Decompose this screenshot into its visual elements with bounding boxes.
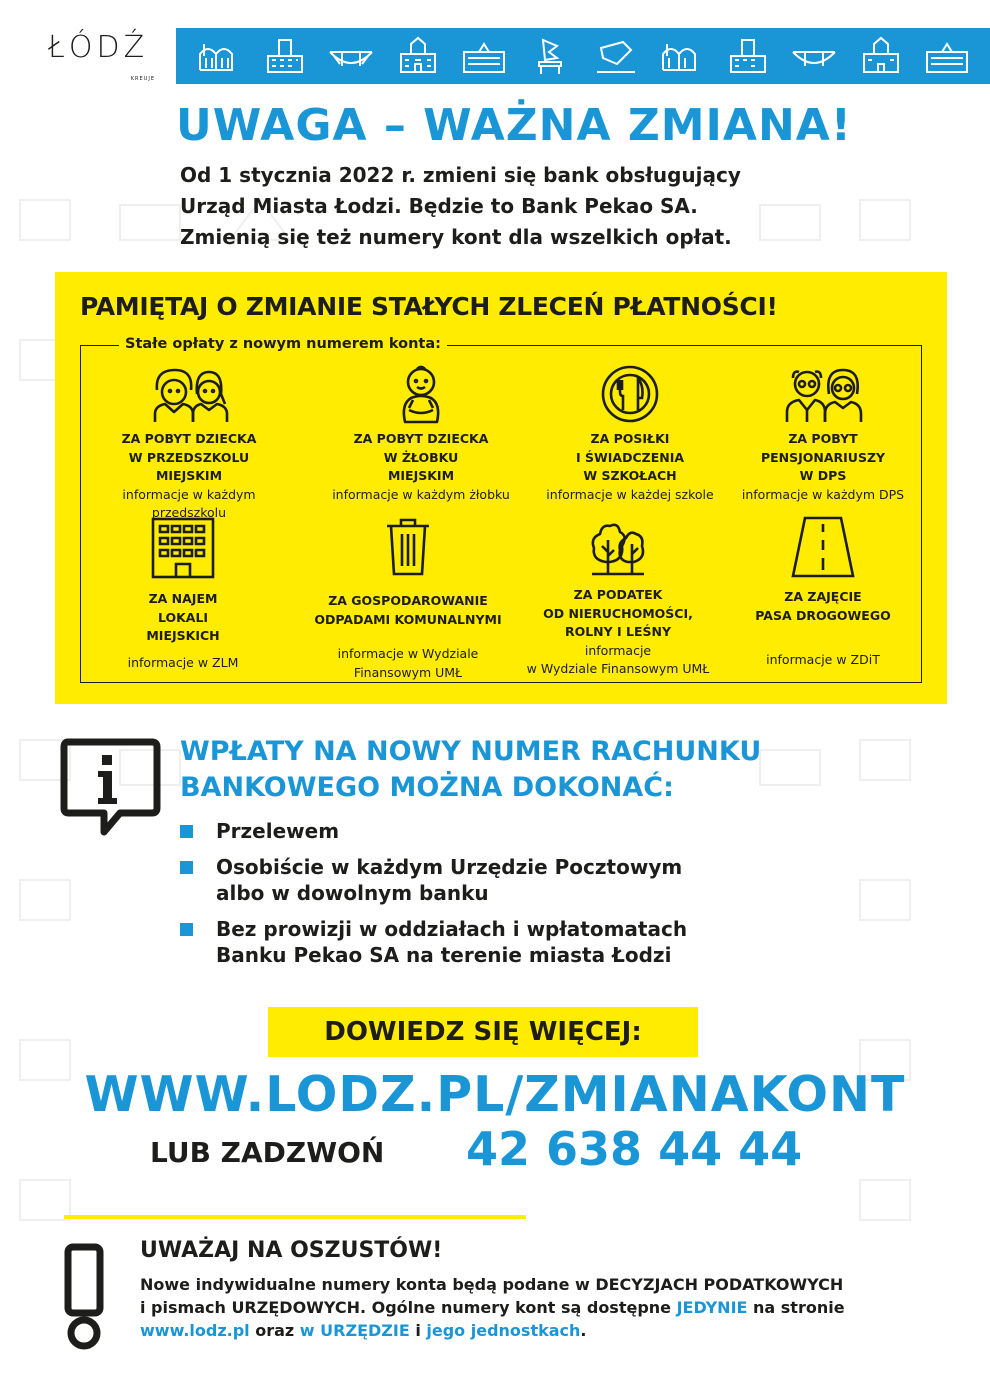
header-banner — [176, 28, 990, 84]
fee-item-title: W SZKOŁACH — [583, 468, 677, 483]
station-landmark-icon — [461, 36, 507, 76]
standing-orders-title: PAMIĘTAJ O ZMIANIE STAŁYCH ZLECEŃ PŁATNOŚCI! — [80, 292, 778, 321]
fraud-warning-text — [140, 1273, 970, 1342]
fee-item-title: W ŻŁOBKU — [383, 449, 459, 465]
fee-item-info: informacje — [584, 642, 652, 658]
payment-methods-list — [180, 818, 687, 978]
website-link[interactable]: WWW.LODZ.PL/ZMIANAKONT — [84, 1066, 906, 1123]
fee-item-title: I ŚWIADCZENIA — [575, 449, 685, 465]
trash-bin-icon — [383, 516, 433, 578]
standing-orders-box — [55, 272, 947, 704]
payment-title-line1: WPŁATY NA NOWY NUMER RACHUNKU — [180, 736, 762, 767]
intro-line2: Urząd Miasta Łodzi. Będzie to Bank Pekao SA. — [180, 194, 698, 218]
list-item-text: Przelewem — [216, 819, 340, 843]
section-divider — [64, 1215, 526, 1219]
payment-methods-title — [180, 734, 940, 806]
intro-date: 1 stycznia 2022 — [218, 163, 395, 187]
list-item-text: Bez prowizji w oddziałach i wpłatomatach — [216, 917, 688, 941]
fee-item-title: ZA NAJEM — [148, 591, 218, 606]
fee-item-nursery — [316, 364, 526, 504]
children-icon — [147, 364, 231, 424]
bridge-landmark-icon — [328, 36, 374, 76]
factory-landmark-icon-2 — [659, 36, 705, 76]
monument-landmark-icon — [527, 36, 573, 76]
list-item — [180, 818, 687, 844]
fee-item-info: Finansowym UMŁ — [353, 664, 463, 680]
station-landmark-icon-2 — [924, 36, 970, 76]
intro-line1-start: Od — [180, 163, 219, 187]
list-item — [180, 916, 687, 968]
list-item-text: Osobiście w każdym Urzędzie Pocztowym — [216, 855, 683, 879]
fraud-text-part: oraz — [249, 1321, 300, 1340]
intro-text — [180, 160, 880, 253]
baby-icon — [391, 364, 451, 424]
tower-landmark-icon-2 — [725, 36, 771, 76]
tower-landmark-icon — [262, 36, 308, 76]
info-speech-bubble-icon — [60, 738, 162, 838]
learn-more-label: DOWIEDZ SIĘ WIĘCEJ: — [268, 1007, 698, 1057]
fee-item-waste-management — [303, 516, 513, 682]
fraud-text-part: i pismach — [140, 1298, 232, 1317]
fee-item-property-tax — [513, 516, 723, 679]
logo-subtext: KREUJE — [130, 76, 155, 82]
fee-item-nursing-home — [718, 364, 928, 504]
fraud-text-emphasis: JEDYNIE — [676, 1298, 748, 1317]
palace-landmark-icon-2 — [858, 36, 904, 76]
fee-item-road-lane — [718, 516, 928, 670]
fee-item-info: informacje w Wydziale — [337, 646, 479, 661]
fee-item-title: ZA POBYT DZIECKA — [121, 431, 257, 446]
fraud-text-part: . — [580, 1321, 587, 1340]
frame-label: Stałe opłaty z nowym numerem konta: — [119, 336, 447, 352]
exclamation-icon — [64, 1243, 104, 1351]
fee-item-info: w Wydziale Finansowym UMŁ — [526, 661, 710, 676]
fee-item-info: informacje w ZDiT — [766, 652, 880, 667]
bridge-landmark-icon-2 — [791, 36, 837, 76]
list-item-text: albo w dowolnym banku — [216, 881, 489, 905]
fraud-text-part: . Ogólne numery kont są dostępne — [359, 1298, 677, 1317]
phone-number[interactable]: 42 638 44 44 — [466, 1122, 803, 1176]
fee-item-school-meals — [525, 364, 735, 504]
fee-item-title: ZA POBYT DZIECKA — [353, 431, 489, 446]
fee-item-title: MIEJSKICH — [146, 628, 220, 643]
fee-item-title: MIEJSKIM — [155, 468, 223, 483]
fraud-warning-title: UWAŻAJ NA OSZUSTÓW! — [140, 1238, 443, 1263]
fee-item-info: informacje w każdym żłobku — [332, 486, 510, 502]
city-logo — [48, 30, 163, 80]
building-icon — [150, 516, 216, 580]
fraud-text-emphasis: jego jednostkach — [426, 1321, 581, 1340]
fraud-text-part: DECYZJACH PODATKOWYCH — [595, 1275, 844, 1294]
fee-item-title: W PRZEDSZKOLU — [128, 449, 250, 465]
fee-item-title: ZA POSIŁKI — [590, 431, 670, 446]
fraud-text-part: na stronie — [747, 1298, 845, 1317]
fee-item-title: ODPADAMI KOMUNALNYMI — [314, 611, 502, 627]
page-title: UWAGA – WAŻNA ZMIANA! — [176, 100, 852, 151]
fraud-text-emphasis: w URZĘDZIE — [299, 1321, 410, 1340]
logo-text: ŁÓDŹ — [48, 30, 149, 65]
fee-item-info: informacje w każdej szkole — [546, 486, 714, 502]
payment-title-line2: BANKOWEGO MOŻNA DOKONAĆ: — [180, 772, 674, 803]
list-item-text: Banku Pekao SA na terenie miasta Łodzi — [216, 943, 672, 967]
fee-item-municipal-housing — [78, 516, 288, 672]
fee-item-title: ZA PODATEK — [573, 587, 663, 602]
meal-icon — [600, 364, 660, 424]
list-item — [180, 854, 687, 906]
fraud-text-part: URZĘDOWYCH — [231, 1298, 360, 1317]
bullet-square-icon — [180, 825, 193, 838]
fee-item-title: MIEJSKIM — [387, 468, 455, 483]
call-label: LUB ZADZWOŃ — [150, 1136, 385, 1169]
fraud-website-link[interactable]: www.lodz.pl — [140, 1321, 250, 1340]
fee-item-title: W DPS — [799, 468, 847, 483]
trees-icon — [588, 516, 648, 578]
sculpture-landmark-icon — [593, 36, 639, 76]
fraud-text-part: i — [409, 1321, 427, 1340]
fee-item-info: informacje w ZLM — [127, 654, 239, 670]
fraud-text-part: Nowe indywidualne numery konta będą podane w — [140, 1275, 596, 1294]
bullet-square-icon — [180, 861, 193, 874]
fee-item-title: ROLNY I LEŚNY — [564, 624, 672, 639]
road-icon — [791, 516, 855, 578]
bullet-square-icon — [180, 923, 193, 936]
fee-item-title: OD NIERUCHOMOŚCI, — [543, 605, 693, 621]
seniors-icon — [781, 364, 865, 424]
fee-item-title: PENSJONARIUSZY — [760, 449, 886, 465]
fee-item-title: ZA POBYT — [788, 431, 858, 446]
factory-landmark-icon — [196, 36, 242, 76]
fee-item-title: LOKALI — [157, 609, 209, 625]
fee-item-title: ZA GOSPODAROWANIE — [328, 593, 488, 608]
fee-item-title: PASA DROGOWEGO — [755, 607, 891, 623]
intro-line1-end: r. zmieni się bank obsługujący — [394, 163, 741, 187]
fee-item-kindergarten — [84, 364, 294, 523]
fee-item-info: informacje w każdym przedszkolu — [122, 486, 256, 520]
intro-line3: Zmienią się też numery kont dla wszelkich opłat. — [180, 225, 732, 249]
palace-landmark-icon — [395, 36, 441, 76]
fee-item-title: ZA ZAJĘCIE — [784, 589, 862, 604]
fee-item-info: informacje w każdym DPS — [741, 486, 905, 502]
